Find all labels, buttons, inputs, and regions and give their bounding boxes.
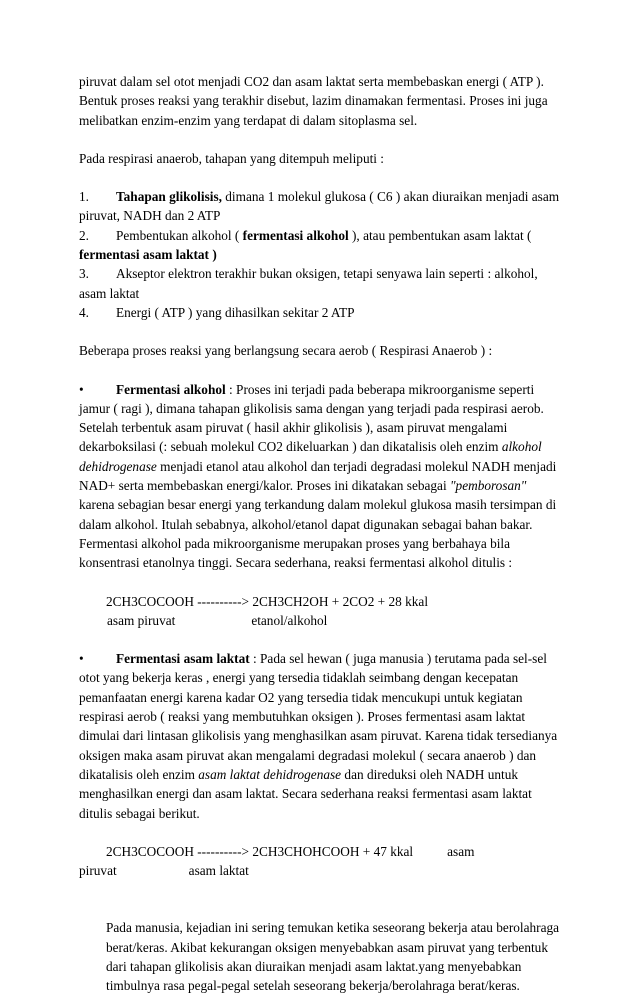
equation-laktat-labels [79,861,564,880]
spacer [79,322,564,341]
equation-text: 2CH3COCOOH ----------> 2CH3CHOHCOOH + 47 kkal [106,843,414,859]
bullet-icon: • [79,651,84,667]
spacer [79,573,564,592]
list-text: dimana 1 molekul glukosa ( C6 ) akan diuraikan menjadi asam piruvat, NADH dan 2 ATP [79,189,560,224]
paragraph-reactions-heading: Beberapa proses reaksi yang berlangsung secara aerob ( Respirasi Anaerob ) : [79,343,493,359]
equation-label-right: etanol/alkohol [251,612,328,628]
equation-laktat [79,842,564,861]
list-number: 4. [79,304,89,320]
document-page [79,72,564,996]
spacer [79,880,564,918]
equation-label-left: piruvat [79,863,117,879]
bold-term: fermentasi alkohol [242,227,349,243]
italic-term: "pemborosan" [449,478,527,494]
bullet-icon: • [79,381,84,397]
list-item-step-1 [79,187,564,226]
list-item-step-3 [79,264,564,303]
list-text: Akseptor elektron terakhir bukan oksigen, tetapi senyawa lain seperti : alkohol, asam laktat [79,266,538,301]
body-text: menjadi etanol atau alkohol dan terjadi degradasi molekul NADH menjadi NAD+ serta membebaskan energi/kalor. Proses ini dikatakan sebagai [79,458,557,494]
spacer [79,130,564,149]
equation-label-left: asam piruvat [107,612,176,628]
spacer [79,630,564,649]
equation-tail: asam [447,843,475,859]
italic-term: alkohol dehidrogenase [79,439,542,474]
paragraph-intro: piruvat dalam sel otot menjadi CO2 dan asam laktat serta membebaskan energi ( ATP ). Bentuk proses reaksi yang terakhir disebut, lazim dinamakan fermentasi. Proses ini juga melibatkan enzim-enzim yang terdapat di dalam sitoplasma sel. [79,74,548,128]
paragraph-anaerob-stages: Pada respirasi anaerob, tahapan yang ditempuh meliputi : [79,150,384,166]
body-text: dan direduksi oleh NADH untuk menghasilkan energi dan asam laktat. Secara sederhana reaksi fermentasi asam laktat ditulis sebagai berikut. [79,766,532,821]
list-text: Pembentukan alkohol ( [116,227,243,243]
bold-term: Fermentasi alkohol [116,381,226,397]
list-item-step-2 [79,226,564,265]
body-text: karena sebagian besar energi yang terkandung dalam molekul glukosa masih tersimpan di dalam alkohol. Itulah sebabnya, alkohol/etanol dapat digunakan sebagai bahan bakar. Fermentasi alkohol pada mikroorganisme merupakan proses yang berbahaya bila konsentrasi etanolnya tinggi. Secara sederhana, reaksi fermentasi alkohol ditulis : [79,497,557,571]
bullet-fermentasi-alkohol [79,380,564,573]
italic-term: asam laktat dehidrogenase [198,766,342,782]
body-text: : Proses ini terjadi pada beberapa mikroorganisme seperti jamur ( ragi ), dimana tahapan glikolisis sama dengan yang terjadi pada respirasi aerob. Setelah terbentuk asam piruvat ( hasil akhir glikolisis ), asam piruvat mengalami dekarboksilasi (: sebuah molekul CO2 dikeluarkan ) dan dikatalisis oleh enzim [79,381,544,455]
spacer [79,823,564,842]
list-number: 1. [79,189,89,205]
list-number: 3. [79,266,89,282]
equation-alkohol: 2CH3COCOOH ----------> 2CH3CH2OH + 2CO2 + 28 kkal [106,593,429,609]
bold-term: fermentasi asam laktat ) [79,247,217,263]
bullet-fermentasi-asam-laktat [79,649,564,823]
equation-alkohol-labels [79,611,564,630]
body-text: : Pada sel hewan ( juga manusia ) terutama pada sel-sel otot yang bekerja keras , energi yang tersedia tidaklah seimbang dengan kecepatan pemanfaatan energi karena kadar O2 yang tersedia tidak mencukupi untuk kegiatan respirasi aerob ( reaksi yang membutuhkan oksigen ). Proses fermentasi asam laktat dimulai dari lintasan glikolisis yang menghasilkan asam piruvat. Karena tidak tersedianya oksigen maka asam piruvat akan mengalami degradasi molekul ( secara anaerob ) dan dikatalisis oleh enzim [79,651,558,782]
bold-term: Fermentasi asam laktat [116,651,250,667]
paragraph-conclusion: Pada manusia, kejadian ini sering temukan ketika seseorang bekerja atau berolahraga berat/keras. Akibat kekurangan oksigen menyebabkan asam piruvat yang terbentuk dari tahapan glikolisis akan diuraikan menjadi asam laktat.yang menyebabkan timbulnya rasa pegal-pegal setelah seseorang bekerja/berolahraga berat/keras. [106,920,560,994]
list-text: Energi ( ATP ) yang dihasilkan sekitar 2 ATP [116,304,355,320]
list-text: ), atau pembentukan asam laktat ( [348,227,532,243]
spacer [79,168,564,187]
list-number: 2. [79,227,89,243]
list-item-step-4 [79,303,564,322]
bold-term: Tahapan glikolisis, [116,189,222,205]
spacer [79,361,564,380]
equation-label-right: asam laktat [188,863,249,879]
